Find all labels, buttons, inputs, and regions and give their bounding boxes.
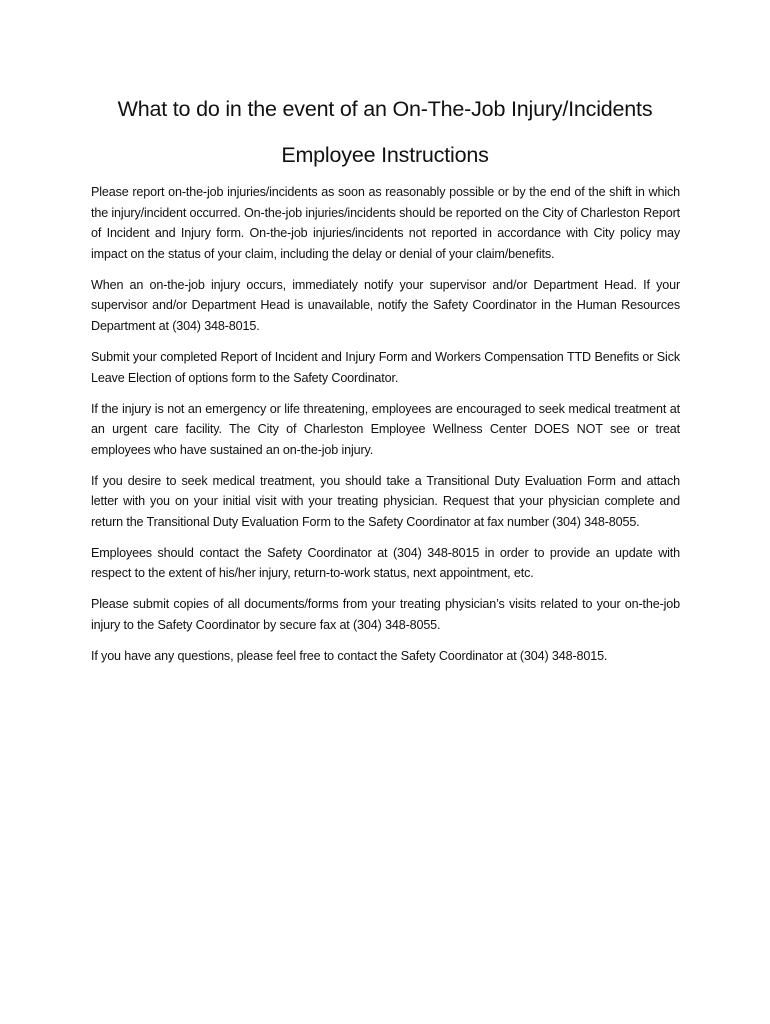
paragraph-medical-treatment: If the injury is not an emergency or life threatening, employees are encouraged to seek medical treatment at an urgent care facility. The City of Charleston Employee Wellness Center DOES NOT see or treat employees who have sustained an on-the-job injury. bbox=[91, 401, 680, 457]
paragraph-contact-update: Employees should contact the Safety Coordinator at (304) 348-8015 in order to provide an update with respect to the extent of his/her injury, return-to-work status, next appointment, etc. bbox=[91, 545, 680, 581]
paragraph-reporting: Please report on-the-job injuries/incidents as soon as reasonably possible or by the end of the shift in which the injury/incident occurred. On-the-job injuries/incidents should be reported on the City of Charleston Report of Incident and Injury form. On-the-job injuries/incidents not reported in accordance with City policy may impact on the status of your claim, including the delay or denial of your claim/benefits. bbox=[91, 185, 680, 261]
paragraph-submit-forms: Submit your completed Report of Incident and Injury Form and Workers Compensation TTD Benefits or Sick Leave Election of options form to the Safety Coordinator. bbox=[91, 349, 680, 385]
paragraph-questions: If you have any questions, please feel free to contact the Safety Coordinator at (304) 348-8015. bbox=[91, 649, 608, 664]
paragraph-notify-supervisor: When an on-the-job injury occurs, immediately notify your supervisor and/or Department Head. If your supervisor and/or Department Head is unavailable, notify the Safety Coordinator in the Human Resources Department at (304) 348-8015. bbox=[91, 277, 680, 333]
document-body bbox=[91, 182, 680, 677]
paragraph-transitional-duty: If you desire to seek medical treatment, you should take a Transitional Duty Evaluation Form and attach letter with you on your initial visit with your treating physician. Request that your physician complete and return the Transitional Duty Evaluation Form to the Safety Coordinator at fax number (304) 348-8055. bbox=[91, 473, 680, 529]
paragraph-submit-copies: Please submit copies of all documents/forms from your treating physician’s visits related to your on-the-job injury to the Safety Coordinator by secure fax at (304) 348-8055. bbox=[91, 597, 680, 633]
document-title: What to do in the event of an On-The-Job Injury/Incidents bbox=[117, 97, 653, 121]
document-subtitle: Employee Instructions bbox=[281, 143, 489, 167]
